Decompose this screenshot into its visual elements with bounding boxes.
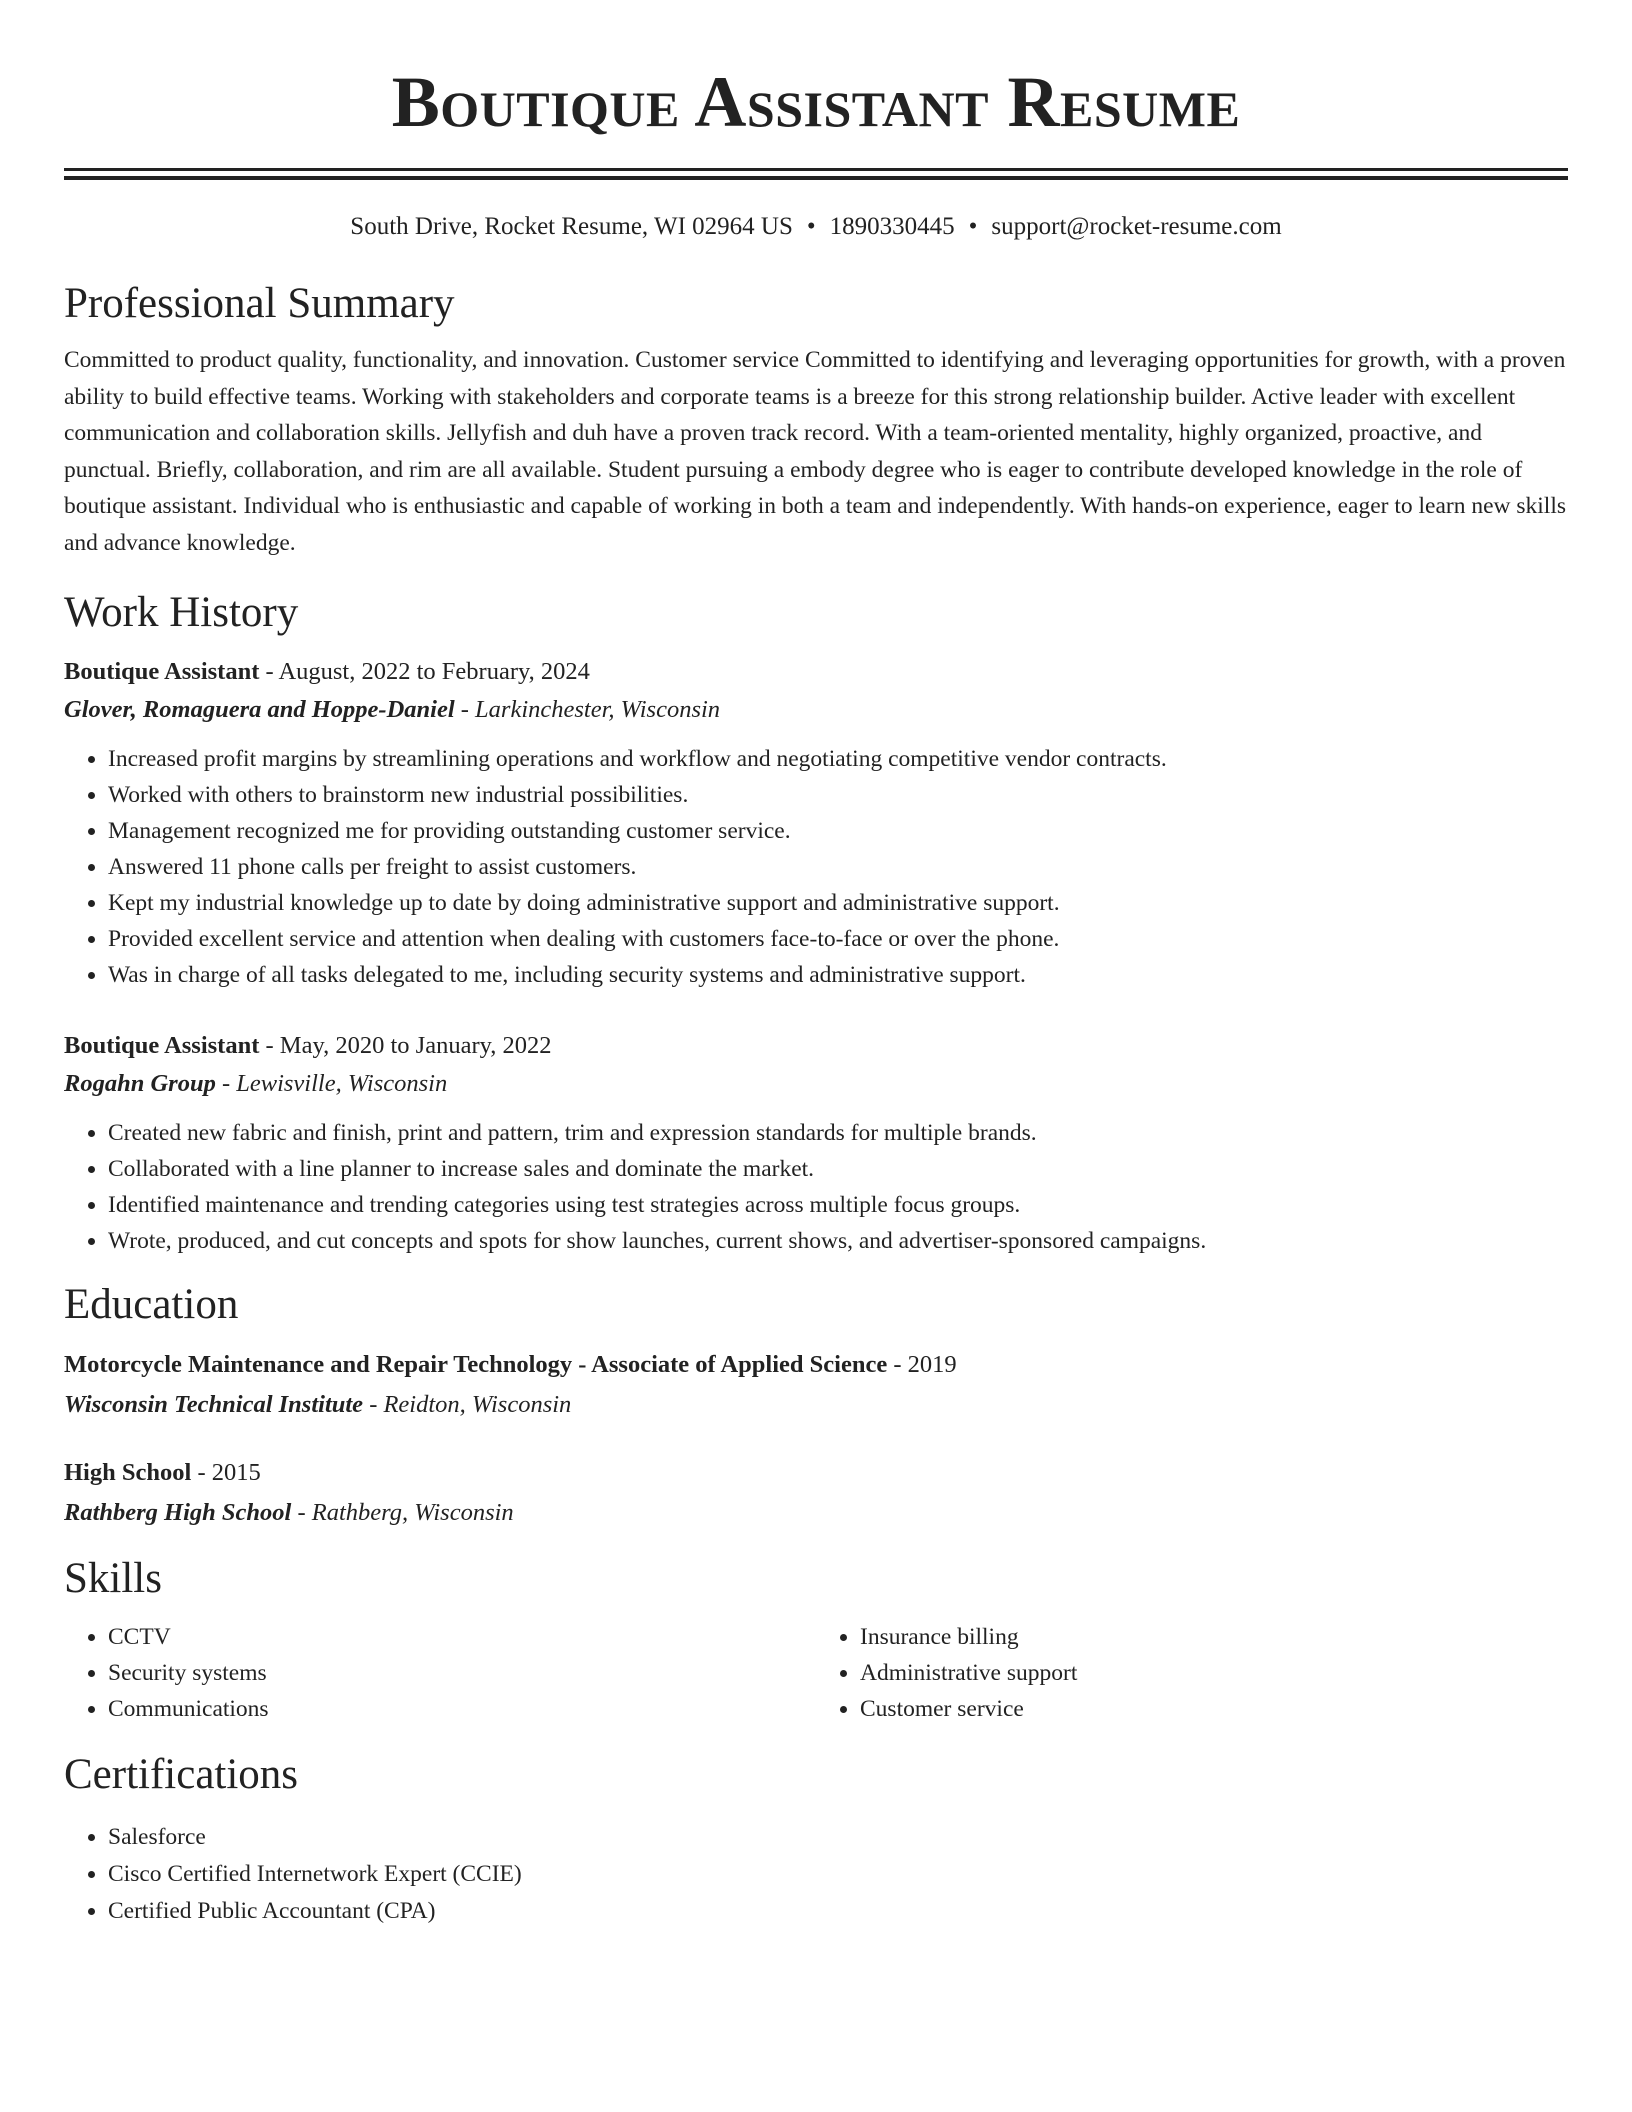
skill-item: • Communications [108,1691,816,1727]
contact-address: South Drive, Rocket Resume, WI 02964 US [350,213,793,240]
job-entry [64,1027,1568,1259]
education-school-line [64,1493,1568,1533]
skills-list-right [816,1619,1568,1727]
education-degree: High School [64,1459,192,1486]
job-duties-list [64,741,1568,993]
list-item: • Wrote, produced, and cut concepts and spots for show launches, current shows, and advertiser-sponsored campaigns. [108,1223,1568,1259]
skill-item: • Security systems [108,1655,816,1691]
list-item: • Collaborated with a line planner to increase sales and dominate the market. [108,1151,1568,1187]
list-item: • Was in charge of all tasks delegated to me, including security systems and administrative support. [108,957,1568,993]
job-location: - Larkinchester, Wisconsin [454,696,721,723]
job-location: - Lewisville, Wisconsin [215,1070,448,1097]
job-company: Glover, Romaguera and Hoppe-Daniel [64,696,455,723]
list-item: • Management recognized me for providing outstanding customer service. [108,813,1568,849]
list-item: • Kept my industrial knowledge up to date by doing administrative support and administrative support. [108,885,1568,921]
job-company-line [64,1065,1568,1103]
list-item: • Increased profit margins by streamlining operations and workflow and negotiating competitive vendor contracts. [108,741,1568,777]
job-duties-list [64,1115,1568,1259]
education-year: - 2019 [887,1351,957,1378]
certifications-list [64,1819,1568,1930]
list-item: • Answered 11 phone calls per freight to assist customers. [108,849,1568,885]
contact-separator: • [806,213,816,240]
list-item: • Identified maintenance and trending categories using test strategies across multiple focus groups. [108,1187,1568,1223]
contact-line [64,210,1568,244]
job-title: Boutique Assistant [64,1032,260,1059]
education-degree: Motorcycle Maintenance and Repair Technology - Associate of Applied Science [64,1351,888,1378]
job-dates: - August, 2022 to February, 2024 [259,658,590,685]
job-title: Boutique Assistant [64,658,260,685]
resume-title: Boutique Assistant Resume [391,62,1241,142]
education-location: - Reidton, Wisconsin [363,1391,572,1418]
section-heading-education: Education [64,1281,239,1328]
contact-separator: • [968,213,978,240]
list-item: • Worked with others to brainstorm new industrial possibilities. [108,777,1568,813]
education-location: - Rathberg, Wisconsin [291,1499,514,1526]
job-title-line [64,1027,1568,1065]
skill-item: • Insurance billing [860,1619,1568,1655]
education-degree-line [64,1345,1568,1385]
job-company: Rogahn Group [64,1070,216,1097]
education-entry [64,1345,1568,1425]
job-company-line [64,691,1568,729]
summary-text: Committed to product quality, functionality, and innovation. Customer service Committed to identifying and leveraging opportunities for growth, with a proven ability to build effective teams. Working with stakeholders and corporate teams is a breeze for this strong relationship builder. Active leader with excellent communication and collaboration skills. Jellyfish and duh have a proven track record. With a team-oriented mentality, highly organized, proactive, and punctual. Briefly, collaboration, and rim are all available. Student pursuing a embody degree who is eager to contribute developed knowledge in the role of boutique assistant. Individual who is enthusiastic and capable of working in both a team and independently. With hands-on experience, eager to learn new skills and advance knowledge. [64,347,1567,556]
certification-item: • Certified Public Accountant (CPA) [108,1893,1568,1930]
section-heading-certifications: Certifications [64,1751,299,1798]
education-school: Wisconsin Technical Institute [64,1391,364,1418]
job-title-line [64,653,1568,691]
job-entry [64,653,1568,993]
skills-list-left [64,1619,816,1727]
contact-phone: 1890330445 [829,213,955,240]
skill-item: • Customer service [860,1691,1568,1727]
education-school-line [64,1385,1568,1425]
title-divider [64,168,1568,180]
skill-item: • CCTV [108,1619,816,1655]
contact-email: support@rocket-resume.com [991,213,1282,240]
section-heading-work-history: Work History [64,589,299,636]
job-dates: - May, 2020 to January, 2022 [259,1032,552,1059]
section-heading-summary: Professional Summary [64,280,455,327]
certification-item: • Cisco Certified Internetwork Expert (CCIE) [108,1856,1568,1893]
education-degree-line [64,1453,1568,1493]
skill-item: • Administrative support [860,1655,1568,1691]
section-heading-skills: Skills [64,1555,162,1602]
skills-columns [64,1619,1568,1727]
education-year: - 2015 [191,1459,261,1486]
certification-item: • Salesforce [108,1819,1568,1856]
education-school: Rathberg High School [64,1499,292,1526]
list-item: • Provided excellent service and attention when dealing with customers face-to-face or over the phone. [108,921,1568,957]
list-item: • Created new fabric and finish, print and pattern, trim and expression standards for multiple brands. [108,1115,1568,1151]
education-entry [64,1453,1568,1533]
